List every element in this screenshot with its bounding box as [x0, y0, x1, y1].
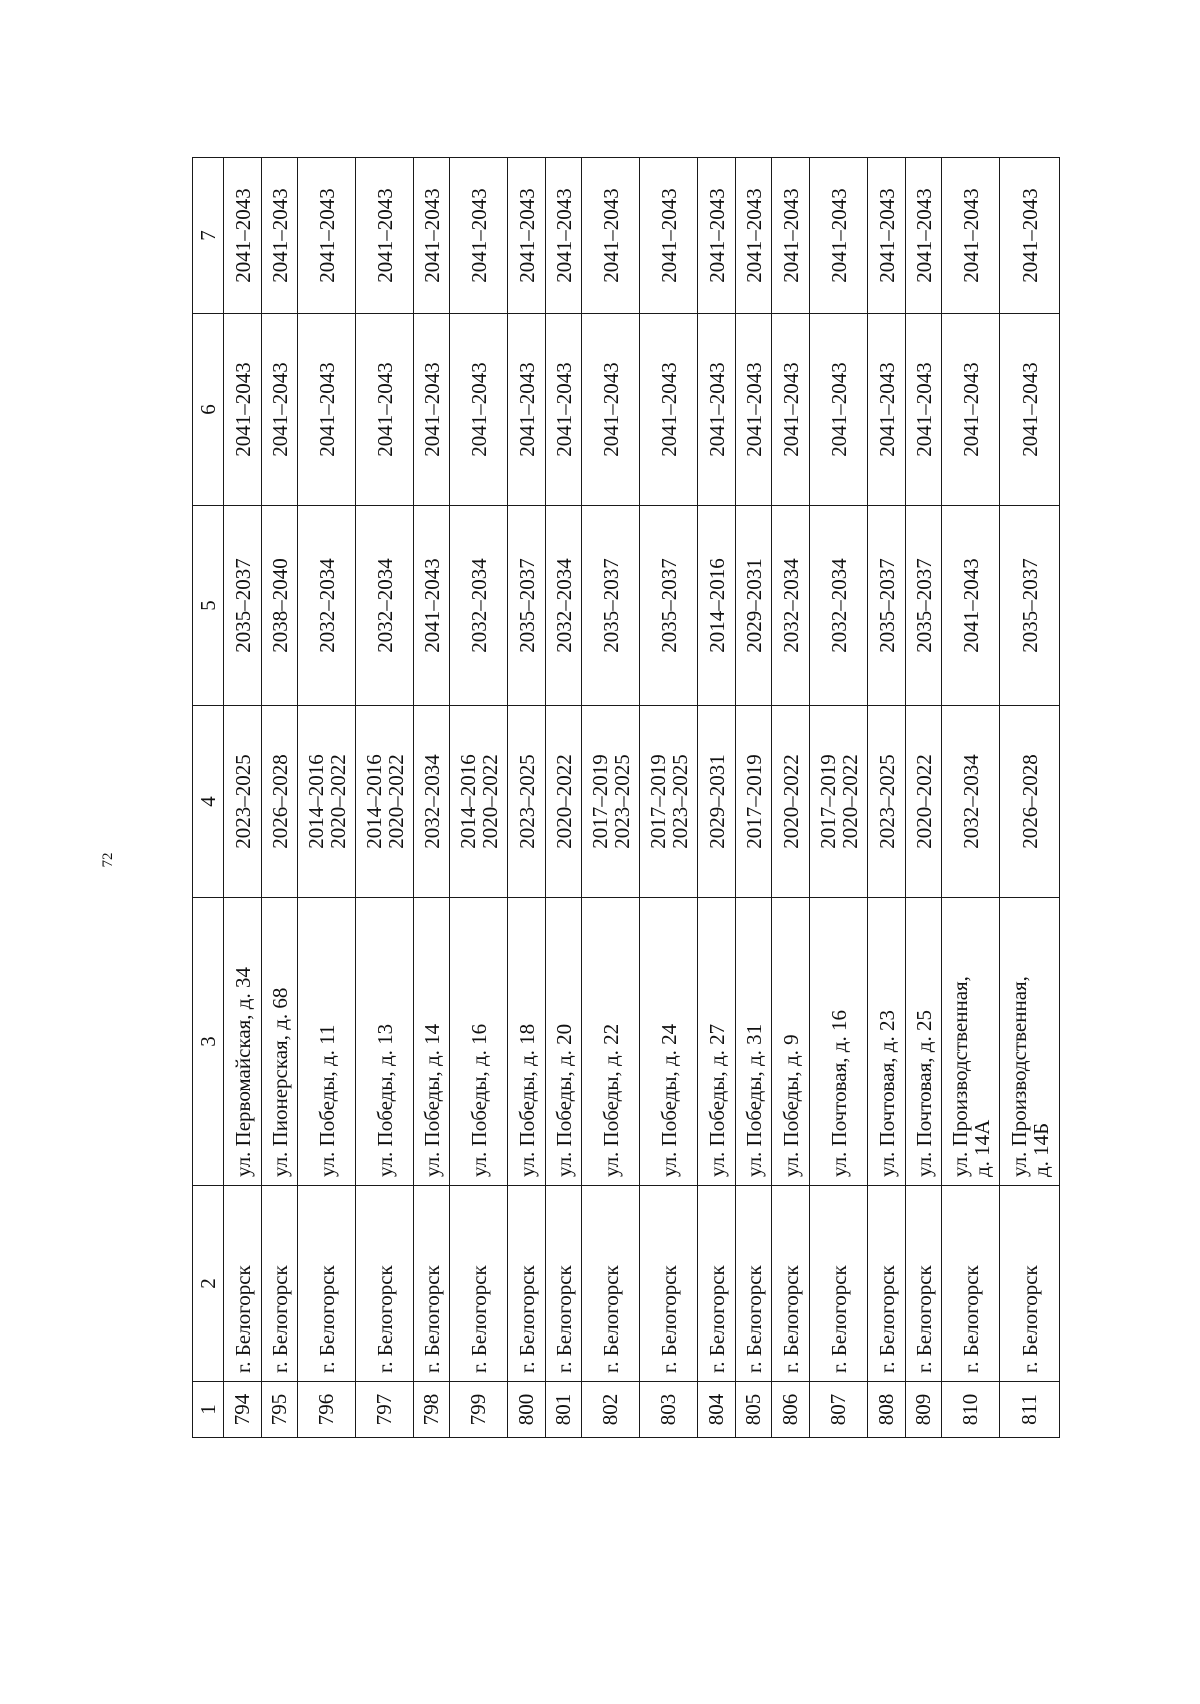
period-col6-cell: 2041–2043: [546, 314, 582, 506]
period-col6-cell: 2041–2043: [356, 314, 414, 506]
period-col7-cell: 2041–2043: [546, 158, 582, 314]
period-col4-cell: [640, 706, 698, 898]
period-col4-cell: [772, 706, 810, 898]
period-col5-cell: 2041–2043: [942, 506, 1000, 706]
period-col6-cell: 2041–2043: [450, 314, 508, 506]
address-cell: [582, 898, 640, 1186]
city-cell: г. Белогорск: [582, 1186, 640, 1382]
address-cell: [942, 898, 1000, 1186]
address-cell-line: ул. Пионерская, д. 68: [267, 987, 292, 1177]
row-number-cell: 795: [262, 1382, 298, 1438]
city-cell: г. Белогорск: [736, 1186, 772, 1382]
period-col7-cell: 2041–2043: [810, 158, 868, 314]
period-col6-cell: 2041–2043: [736, 314, 772, 506]
table-body: [224, 158, 1060, 1438]
period-col7-cell: 2041–2043: [450, 158, 508, 314]
address-cell-line: ул. Победы, д. 18: [514, 1023, 539, 1177]
period-col7-cell: 2041–2043: [582, 158, 640, 314]
city-cell: г. Белогорск: [810, 1186, 868, 1382]
table-row: [868, 158, 906, 1438]
address-cell-line: ул. Производственная,: [947, 976, 972, 1177]
period-col4-cell-line: 2020–2022: [778, 754, 803, 849]
period-col4-cell-line: 2014–2016: [303, 754, 328, 849]
period-col6-cell: 2041–2043: [640, 314, 698, 506]
table-row: [356, 158, 414, 1438]
city-cell: г. Белогорск: [868, 1186, 906, 1382]
period-col5-cell: 2035–2037: [906, 506, 942, 706]
table-row: [736, 158, 772, 1438]
page-number: 72: [100, 852, 116, 868]
period-col5-cell: 2014–2016: [698, 506, 736, 706]
city-cell: г. Белогорск: [772, 1186, 810, 1382]
period-col6-cell: 2041–2043: [906, 314, 942, 506]
city-cell: г. Белогорск: [546, 1186, 582, 1382]
period-col6-cell: 2041–2043: [582, 314, 640, 506]
period-col5-cell: 2035–2037: [508, 506, 546, 706]
city-cell: г. Белогорск: [414, 1186, 450, 1382]
row-number-cell: 799: [450, 1382, 508, 1438]
row-number-cell: 798: [414, 1382, 450, 1438]
period-col4-cell-line: 2032–2034: [958, 754, 983, 849]
period-col7-cell: 2041–2043: [298, 158, 356, 314]
address-cell: [546, 898, 582, 1186]
column-header: 6: [193, 314, 224, 506]
period-col4-cell-line: 2026–2028: [1017, 754, 1042, 849]
row-number-cell: 805: [736, 1382, 772, 1438]
address-cell: [356, 898, 414, 1186]
period-col7-cell: 2041–2043: [906, 158, 942, 314]
address-cell: [298, 898, 356, 1186]
address-cell-line: ул. Победы, д. 11: [314, 1024, 339, 1177]
row-number-cell: 811: [1000, 1382, 1060, 1438]
period-col6-cell: 2041–2043: [1000, 314, 1060, 506]
period-col4-cell-line: 2026–2028: [267, 754, 292, 849]
period-col5-cell: 2032–2034: [450, 506, 508, 706]
period-col5-cell: 2032–2034: [810, 506, 868, 706]
period-col4-cell: [546, 706, 582, 898]
period-col6-cell: 2041–2043: [298, 314, 356, 506]
address-cell: [1000, 898, 1060, 1186]
address-cell: [224, 898, 262, 1186]
column-header: 7: [193, 158, 224, 314]
address-cell: [414, 898, 450, 1186]
period-col4-cell: [736, 706, 772, 898]
period-col4-cell-line: 2023–2025: [874, 754, 899, 849]
period-col4-cell-line: 2020–2022: [837, 754, 862, 849]
period-col5-cell: 2038–2040: [262, 506, 298, 706]
column-header: 1: [193, 1382, 224, 1438]
period-col4-cell-line: 2023–2025: [514, 754, 539, 849]
address-cell-line: д. 14А: [969, 1119, 994, 1177]
table-row: [1000, 158, 1060, 1438]
address-cell: [698, 898, 736, 1186]
period-col4-cell-line: 2020–2022: [911, 754, 936, 849]
period-col5-cell: 2032–2034: [772, 506, 810, 706]
period-col6-cell: 2041–2043: [810, 314, 868, 506]
address-cell-line: ул. Победы, д. 24: [656, 1023, 681, 1177]
row-number-cell: 797: [356, 1382, 414, 1438]
period-col5-cell: 2035–2037: [582, 506, 640, 706]
table-row: [546, 158, 582, 1438]
column-header: 4: [193, 706, 224, 898]
address-cell-line: ул. Победы, д. 31: [741, 1023, 766, 1177]
rotated-table-frame: [192, 158, 1076, 1438]
address-cell-line: ул. Почтовая, д. 23: [874, 1010, 899, 1177]
period-col5-cell: 2041–2043: [414, 506, 450, 706]
address-cell: [772, 898, 810, 1186]
address-cell: [640, 898, 698, 1186]
city-cell: г. Белогорск: [450, 1186, 508, 1382]
city-cell: г. Белогорск: [298, 1186, 356, 1382]
header-row: [193, 158, 224, 1438]
address-cell-line: ул. Победы, д. 22: [598, 1023, 623, 1177]
city-cell: г. Белогорск: [698, 1186, 736, 1382]
period-col4-cell: [582, 706, 640, 898]
address-cell-line: ул. Почтовая, д. 16: [826, 1010, 851, 1177]
period-col7-cell: 2041–2043: [224, 158, 262, 314]
address-cell-line: ул. Победы, д. 20: [551, 1023, 576, 1177]
address-cell-line: ул. Производственная,: [1006, 976, 1031, 1177]
period-col4-cell: [224, 706, 262, 898]
city-cell: г. Белогорск: [640, 1186, 698, 1382]
period-col4-cell: [298, 706, 356, 898]
column-header: 5: [193, 506, 224, 706]
address-cell-line: ул. Победы, д. 14: [419, 1023, 444, 1177]
schedule-table: [192, 157, 1060, 1438]
period-col7-cell: 2041–2043: [262, 158, 298, 314]
period-col4-cell-line: 2017–2019: [815, 754, 840, 849]
address-cell: [810, 898, 868, 1186]
row-number-cell: 801: [546, 1382, 582, 1438]
period-col5-cell: 2035–2037: [224, 506, 262, 706]
period-col4-cell-line: 2020–2022: [325, 754, 350, 849]
address-cell-line: ул. Первомайская, д. 34: [230, 967, 255, 1177]
table-row: [772, 158, 810, 1438]
column-header: 2: [193, 1186, 224, 1382]
city-cell: г. Белогорск: [1000, 1186, 1060, 1382]
period-col4-cell: [810, 706, 868, 898]
period-col4-cell: [698, 706, 736, 898]
address-cell-line: ул. Победы, д. 9: [778, 1034, 803, 1177]
period-col5-cell: 2029–2031: [736, 506, 772, 706]
period-col7-cell: 2041–2043: [1000, 158, 1060, 314]
period-col4-cell-line: 2014–2016: [455, 754, 480, 849]
period-col4-cell-line: 2020–2022: [383, 754, 408, 849]
period-col6-cell: 2041–2043: [942, 314, 1000, 506]
period-col5-cell: 2032–2034: [546, 506, 582, 706]
period-col5-cell: 2035–2037: [868, 506, 906, 706]
period-col6-cell: 2041–2043: [772, 314, 810, 506]
table-row: [810, 158, 868, 1438]
period-col4-cell: [262, 706, 298, 898]
period-col5-cell: 2035–2037: [640, 506, 698, 706]
table-row: [508, 158, 546, 1438]
period-col5-cell: 2032–2034: [298, 506, 356, 706]
table-row: [906, 158, 942, 1438]
row-number-cell: 802: [582, 1382, 640, 1438]
period-col4-cell: [906, 706, 942, 898]
period-col4-cell-line: 2032–2034: [419, 754, 444, 849]
period-col5-cell: 2032–2034: [356, 506, 414, 706]
period-col4-cell-line: 2029–2031: [704, 754, 729, 849]
row-number-cell: 810: [942, 1382, 1000, 1438]
table-row: [942, 158, 1000, 1438]
period-col7-cell: 2041–2043: [698, 158, 736, 314]
column-header: 3: [193, 898, 224, 1186]
period-col4-cell-line: 2017–2019: [645, 754, 670, 849]
period-col4-cell-line: 2017–2019: [741, 754, 766, 849]
address-cell: [736, 898, 772, 1186]
period-col7-cell: 2041–2043: [356, 158, 414, 314]
period-col6-cell: 2041–2043: [698, 314, 736, 506]
address-cell-line: ул. Победы, д. 27: [704, 1023, 729, 1177]
row-number-cell: 804: [698, 1382, 736, 1438]
period-col4-cell-line: 2023–2025: [667, 754, 692, 849]
city-cell: г. Белогорск: [262, 1186, 298, 1382]
period-col6-cell: 2041–2043: [508, 314, 546, 506]
period-col7-cell: 2041–2043: [942, 158, 1000, 314]
period-col4-cell-line: 2023–2025: [230, 754, 255, 849]
period-col4-cell-line: 2023–2025: [609, 754, 634, 849]
row-number-cell: 808: [868, 1382, 906, 1438]
period-col4-cell: [450, 706, 508, 898]
address-cell: [868, 898, 906, 1186]
city-cell: г. Белогорск: [906, 1186, 942, 1382]
table-row: [640, 158, 698, 1438]
period-col7-cell: 2041–2043: [736, 158, 772, 314]
row-number-cell: 809: [906, 1382, 942, 1438]
period-col4-cell: [508, 706, 546, 898]
address-cell-line: д. 14Б: [1028, 1122, 1053, 1177]
city-cell: г. Белогорск: [356, 1186, 414, 1382]
table-row: [582, 158, 640, 1438]
address-cell: [508, 898, 546, 1186]
period-col6-cell: 2041–2043: [868, 314, 906, 506]
period-col5-cell: 2035–2037: [1000, 506, 1060, 706]
period-col4-cell-line: 2017–2019: [587, 754, 612, 849]
address-cell: [906, 898, 942, 1186]
table-row: [224, 158, 262, 1438]
period-col4-cell: [868, 706, 906, 898]
period-col4-cell: [1000, 706, 1060, 898]
period-col7-cell: 2041–2043: [772, 158, 810, 314]
city-cell: г. Белогорск: [508, 1186, 546, 1382]
row-number-cell: 796: [298, 1382, 356, 1438]
address-cell-line: ул. Победы, д. 16: [466, 1023, 491, 1177]
address-cell-line: ул. Почтовая, д. 25: [911, 1010, 936, 1177]
period-col6-cell: 2041–2043: [262, 314, 298, 506]
period-col7-cell: 2041–2043: [868, 158, 906, 314]
table-row: [262, 158, 298, 1438]
period-col7-cell: 2041–2043: [640, 158, 698, 314]
period-col4-cell: [942, 706, 1000, 898]
table-row: [698, 158, 736, 1438]
table-container: [192, 158, 1076, 1438]
table-row: [450, 158, 508, 1438]
address-cell: [450, 898, 508, 1186]
row-number-cell: 800: [508, 1382, 546, 1438]
address-cell: [262, 898, 298, 1186]
period-col6-cell: 2041–2043: [414, 314, 450, 506]
period-col4-cell-line: 2014–2016: [361, 754, 386, 849]
table-row: [414, 158, 450, 1438]
period-col4-cell: [414, 706, 450, 898]
period-col7-cell: 2041–2043: [414, 158, 450, 314]
row-number-cell: 794: [224, 1382, 262, 1438]
city-cell: г. Белогорск: [942, 1186, 1000, 1382]
row-number-cell: 806: [772, 1382, 810, 1438]
period-col4-cell-line: 2020–2022: [551, 754, 576, 849]
period-col7-cell: 2041–2043: [508, 158, 546, 314]
period-col6-cell: 2041–2043: [224, 314, 262, 506]
period-col4-cell-line: 2020–2022: [477, 754, 502, 849]
city-cell: г. Белогорск: [224, 1186, 262, 1382]
row-number-cell: 803: [640, 1382, 698, 1438]
row-number-cell: 807: [810, 1382, 868, 1438]
address-cell-line: ул. Победы, д. 13: [372, 1023, 397, 1177]
table-row: [298, 158, 356, 1438]
period-col4-cell: [356, 706, 414, 898]
